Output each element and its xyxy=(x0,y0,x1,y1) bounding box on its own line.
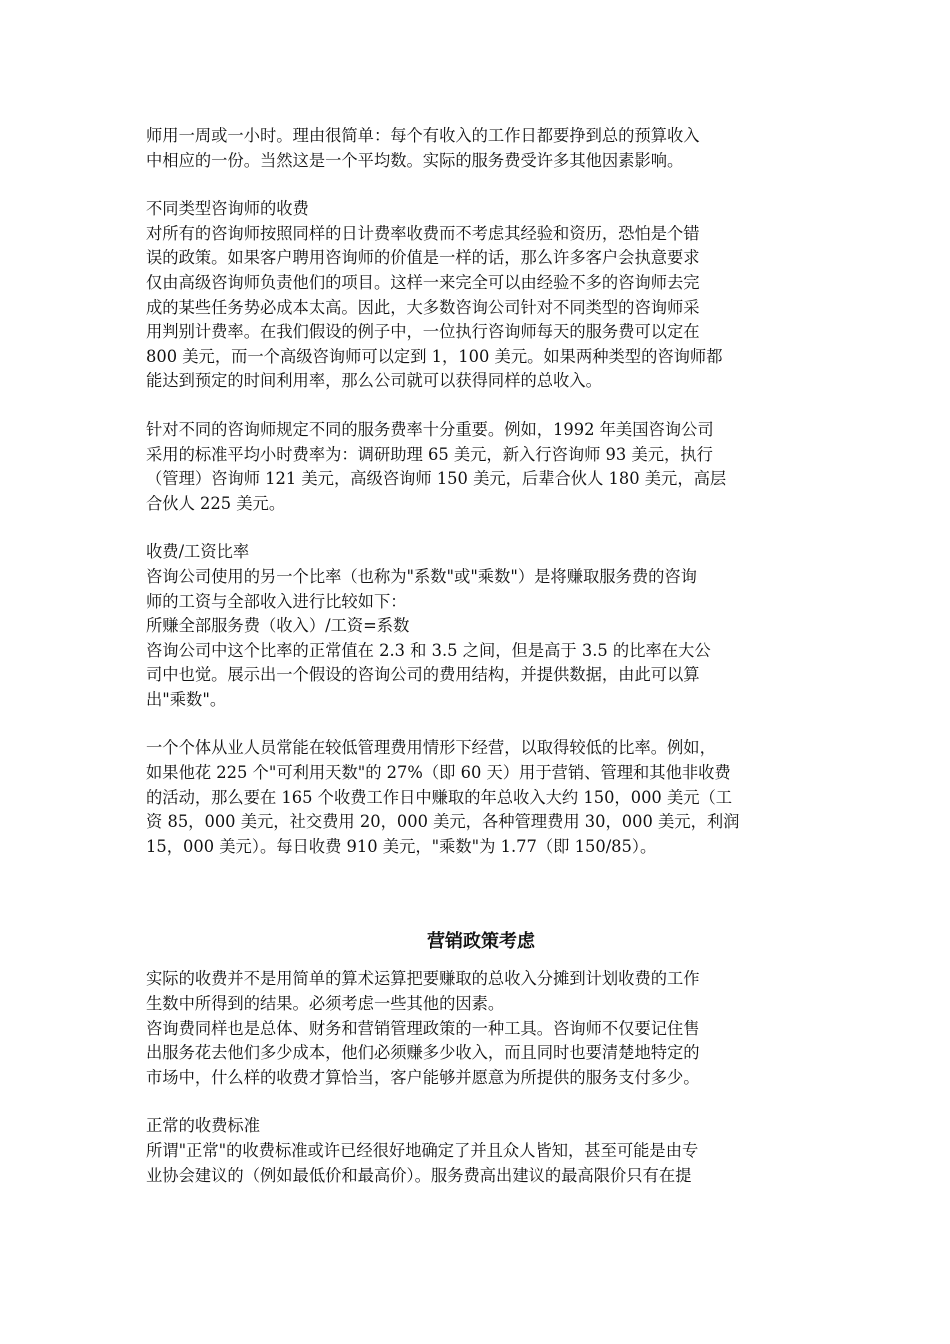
text-line: 咨询公司使用的另一个比率（也称为"系数"或"乘数"）是将赚取服务费的咨询 xyxy=(146,566,697,586)
paragraph-gap xyxy=(146,712,806,736)
text-line: 出"乘数"。 xyxy=(146,689,227,709)
text-line: 所谓"正常"的收费标准或许已经很好地确定了并且众人皆知，甚至可能是由专 xyxy=(146,1141,699,1160)
paragraph-normal-fee-standard xyxy=(146,1114,806,1188)
text-line: 司中也觉。展示出一个假设的咨询公司的费用结构，并提供数据，由此可以算 xyxy=(146,665,700,685)
text-line: 咨询费同样也是总体、财务和营销管理政策的一种工具。咨询师不仅要记住售 xyxy=(146,1018,700,1038)
paragraph-marketing-policy xyxy=(146,967,806,1090)
document-page xyxy=(146,124,806,1188)
paragraph-gap xyxy=(146,173,806,197)
text-line: 出服务花去他们多少成本，他们必须赚多少收入，而且同时也要清楚地特定的 xyxy=(146,1043,700,1063)
section-title: 营销政策考虑 xyxy=(427,931,535,953)
text-line: 一个个体从业人员常能在较低管理费用情形下经营，以取得较低的比率。例如， xyxy=(146,738,716,758)
text-line: 用判别计费率。在我们假设的例子中，一位执行咨询师每天的服务费可以定在 xyxy=(146,322,700,342)
text-line: 对所有的咨询师按照同样的日计费率收费而不考虑其经验和资历，恐怕是个错 xyxy=(146,223,700,243)
paragraph-intro xyxy=(146,124,806,173)
text-line: 能达到预定的时间利用率，那么公司就可以获得同样的总收入。 xyxy=(146,371,602,391)
paragraph-gap xyxy=(146,394,806,418)
section-gap xyxy=(146,859,806,929)
text-line: 市场中，什么样的收费才算恰当，客户能够并愿意为所提供的服务支付多少。 xyxy=(146,1067,700,1087)
text-line: 仅由高级咨询师负责他们的项目。这样一来完全可以由经验不多的咨询师去完 xyxy=(146,272,700,292)
text-line: 生数中所得到的结果。必须考虑一些其他的因素。 xyxy=(146,994,505,1014)
text-line: 中相应的一份。当然这是一个平均数。实际的服务费受许多其他因素影响。 xyxy=(146,150,684,170)
text-line: 资 85，000 美元，社交费用 20，000 美元，各种管理费用 30，000 美元，利润 xyxy=(146,812,740,832)
subheading: 收费/工资比率 xyxy=(146,542,250,562)
paragraph-individual-practitioner xyxy=(146,736,806,859)
paragraph-gap xyxy=(146,516,806,540)
text-line: 15，000 美元）。每日收费 910 美元，"乘数"为 1.77（即 150/85）。 xyxy=(146,836,657,856)
text-line: 师用一周或一小时。理由很简单：每个有收入的工作日都要挣到总的预算收入 xyxy=(146,126,700,145)
text-line: 针对不同的咨询师规定不同的服务费率十分重要。例如，1992 年美国咨询公司 xyxy=(146,419,714,439)
paragraph-fee-salary-ratio xyxy=(146,540,806,712)
text-line: 咨询公司中这个比率的正常值在 2.3 和 3.5 之间，但是高于 3.5 的比率在大公 xyxy=(146,640,711,660)
text-line: 误的政策。如果客户聘用咨询师的价值是一样的话，那么许多客户会执意要求 xyxy=(146,248,700,268)
text-line: 800 美元，而一个高级咨询师可以定到 1，100 美元。如果两种类型的咨询师都 xyxy=(146,346,723,366)
text-line: 的活动，那么要在 165 个收费工作日中赚取的年总收入大约 150，000 美元（工 xyxy=(146,787,733,807)
text-line: 合伙人 225 美元。 xyxy=(146,493,286,513)
subheading: 正常的收费标准 xyxy=(146,1116,260,1136)
subheading: 不同类型咨询师的收费 xyxy=(146,199,309,219)
text-line: 实际的收费并不是用简单的算术运算把要赚取的总收入分摊到计划收费的工作 xyxy=(146,969,700,989)
text-line: 采用的标准平均小时费率为：调研助理 65 美元，新入行咨询师 93 美元，执行 xyxy=(146,444,713,464)
paragraph-consultant-fees xyxy=(146,197,806,394)
text-line: 成的某些任务势必成本太高。因此，大多数咨询公司针对不同类型的咨询师采 xyxy=(146,297,700,317)
text-line: 师的工资与全部收入进行比较如下： xyxy=(146,591,407,611)
text-line: （管理）咨询师 121 美元，高级咨询师 150 美元，后辈合伙人 180 美元，高层 xyxy=(146,469,727,489)
paragraph-hourly-rates xyxy=(146,418,806,516)
text-line: 业协会建议的（例如最低价和最高价）。服务费高出建议的最高限价只有在提 xyxy=(146,1165,692,1185)
paragraph-gap xyxy=(146,1090,806,1114)
formula-line: 所赚全部服务费（收入）/工资=系数 xyxy=(146,616,410,636)
text-line: 如果他花 225 个"可利用天数"的 27%（即 60 天）用于营销、管理和其他非收费 xyxy=(146,763,731,783)
